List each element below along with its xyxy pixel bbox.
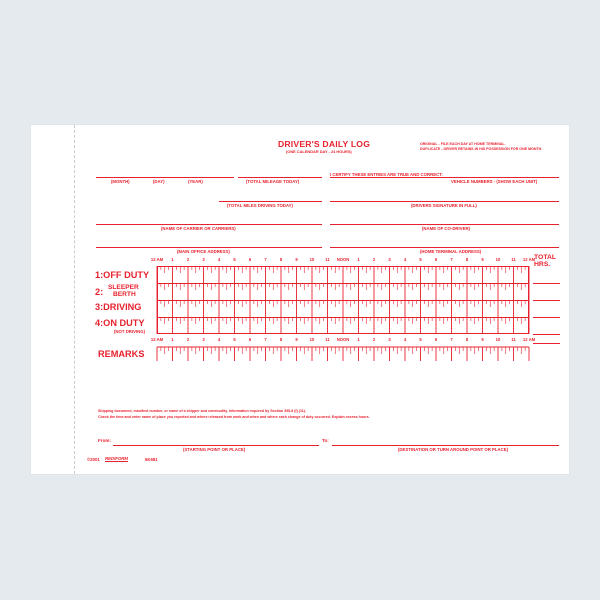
home-terminal-label: (HOME TERMINAL ADDRESS): [420, 249, 482, 254]
top-hour-0: 12 AM: [150, 257, 164, 262]
bottom-hour-0: 12 AM: [150, 337, 164, 342]
bottom-hour-4: 4: [217, 337, 221, 342]
row-label-on-duty: 4:ON DUTY: [95, 318, 145, 328]
top-hour-17: 5: [419, 257, 422, 262]
row-label-sleeper: [108, 285, 139, 299]
signature-line: [330, 201, 559, 202]
remarks-tick-marks[interactable]: [157, 347, 529, 361]
top-hour-14: 2: [372, 257, 376, 262]
bottom-hour-21: 9: [481, 337, 484, 342]
to-label: To:: [322, 438, 329, 443]
total-sum-line: [533, 343, 560, 344]
total-driving-line: [533, 317, 560, 318]
main-office-line: [96, 247, 322, 248]
remarks-label: REMARKS: [98, 349, 145, 359]
top-hour-11: 11: [325, 257, 330, 262]
top-hour-2: 2: [186, 257, 190, 262]
copyright: ©2001: [87, 457, 100, 462]
signature-label: (DRIVERS SIGNATURE IN FULL): [411, 203, 477, 208]
bottom-hour-18: 6: [434, 337, 438, 342]
total-hrs-label: [534, 254, 556, 268]
top-hour-18: 6: [434, 257, 438, 262]
bottom-hour-10: 10: [309, 337, 315, 342]
top-hour-23: 11: [511, 257, 516, 262]
total-off-duty-line: [533, 283, 560, 284]
instructions-line-2: Check the time and enter name of place you reported and where released from work and when and where each change of duty occurred. Explain excess hours.: [98, 415, 370, 419]
grid-tick-marks: [157, 266, 529, 334]
total-mileage-line: [238, 177, 322, 178]
top-hour-3: 3: [202, 257, 205, 262]
certify-label: I CERTIFY THESE ENTRIES ARE TRUE AND CORRECT:: [330, 172, 443, 177]
bottom-hour-20: 8: [465, 337, 469, 342]
day-label: (DAY): [153, 179, 165, 184]
top-hour-7: 7: [264, 257, 267, 262]
top-hour-5: 5: [233, 257, 236, 262]
bottom-hour-19: 7: [450, 337, 453, 342]
top-hour-24: 12 AM: [522, 257, 536, 262]
total-mileage-label: (TOTAL MILEAGE TODAY): [246, 179, 300, 184]
row-label-not-driving: (NOT DRIVING): [114, 329, 146, 334]
form-title: DRIVER'S DAILY LOG: [278, 139, 371, 149]
year-label: (YEAR): [188, 179, 203, 184]
log-sheet: [31, 125, 569, 474]
brand-logo: REDIFORM: [105, 456, 128, 461]
month-label: (MONTH): [111, 179, 130, 184]
top-hour-4: 4: [217, 257, 221, 262]
copy-note-original: ORIGINAL - FILE EACH DAY AT HOME TERMINAL.: [420, 142, 506, 146]
top-hour-19: 7: [450, 257, 453, 262]
from-line: [113, 445, 319, 446]
top-hour-13: 1: [357, 257, 360, 262]
bottom-hour-13: 1: [357, 337, 360, 342]
carrier-line: [96, 224, 322, 225]
bottom-hour-1: 1: [171, 337, 174, 342]
row-label-sleeper-num: 2:: [95, 287, 104, 297]
sleeper-line-1: SLEEPER: [108, 284, 139, 291]
bottom-hour-6: 6: [248, 337, 252, 342]
top-hour-6: 6: [248, 257, 252, 262]
bottom-hour-3: 3: [202, 337, 205, 342]
total-sleeper-line: [533, 300, 560, 301]
top-hour-21: 9: [481, 257, 484, 262]
bottom-hour-22: 10: [495, 337, 501, 342]
from-label: From:: [98, 438, 112, 443]
instructions-line-1: Shipping document, manifest number, or name of a shipper and commodity. Information required by Section 395.8 (f) (11).: [98, 409, 307, 413]
bottom-hour-11: 11: [325, 337, 330, 342]
top-hour-9: 9: [295, 257, 298, 262]
starting-point-label: (STARTING POINT OR PLACE): [183, 447, 246, 452]
top-hour-22: 10: [495, 257, 501, 262]
top-hour-10: 10: [309, 257, 315, 262]
bottom-hour-17: 5: [419, 337, 422, 342]
vehicle-numbers-label: VEHICLE NUMBERS - (SHOW EACH UNIT): [451, 179, 538, 184]
top-hour-16: 4: [403, 257, 407, 262]
form-subtitle: (ONE CALENDAR DAY - 24 HOURS): [286, 149, 352, 154]
total-miles-driving-label: (TOTAL MILES DRIVING TODAY): [227, 203, 293, 208]
bottom-hour-12: NOON: [336, 337, 350, 342]
carrier-label: (NAME OF CARRIER OR CARRIERS): [161, 226, 236, 231]
co-driver-label: (NAME OF CO-DRIVER): [422, 226, 470, 231]
row-label-off-duty: 1:OFF DUTY: [95, 270, 150, 280]
top-hour-20: 8: [465, 257, 469, 262]
total-hrs-line-1: TOTAL: [534, 254, 557, 261]
main-office-label: (MAIN OFFICE ADDRESS): [177, 249, 230, 254]
bottom-hour-5: 5: [233, 337, 236, 342]
top-hour-12: NOON: [336, 257, 350, 262]
date-line: [96, 177, 234, 178]
bottom-hour-15: 3: [388, 337, 391, 342]
top-hour-15: 3: [388, 257, 391, 262]
total-miles-line: [219, 201, 322, 202]
total-on-duty-line: [533, 334, 560, 335]
bottom-hour-23: 11: [511, 337, 516, 342]
bottom-hour-7: 7: [264, 337, 267, 342]
bottom-hour-2: 2: [186, 337, 190, 342]
sleeper-line-2: BERTH: [113, 290, 136, 298]
bottom-hour-8: 8: [279, 337, 283, 342]
top-hour-8: 8: [279, 257, 283, 262]
row-label-driving: 3:DRIVING: [95, 302, 142, 312]
destination-label: (DESTINATION OR TURN AROUND POINT OR PLACE): [398, 447, 509, 452]
co-driver-line: [330, 224, 559, 225]
total-hrs-line-2: HRS.: [534, 261, 551, 269]
form-number: 6K681: [145, 457, 158, 462]
bottom-hour-16: 4: [403, 337, 407, 342]
bottom-hour-24: 12 AM: [522, 337, 536, 342]
perforation-line: [74, 125, 75, 474]
to-line: [332, 445, 559, 446]
vehicle-numbers-line: [330, 177, 559, 178]
home-terminal-line: [330, 247, 559, 248]
bottom-hour-9: 9: [295, 337, 298, 342]
top-hour-1: 1: [171, 257, 174, 262]
bottom-hour-14: 2: [372, 337, 376, 342]
copy-note-duplicate: DUPLICATE - DRIVER RETAINS IN HIS POSSESSION FOR ONE MONTH.: [420, 147, 543, 151]
